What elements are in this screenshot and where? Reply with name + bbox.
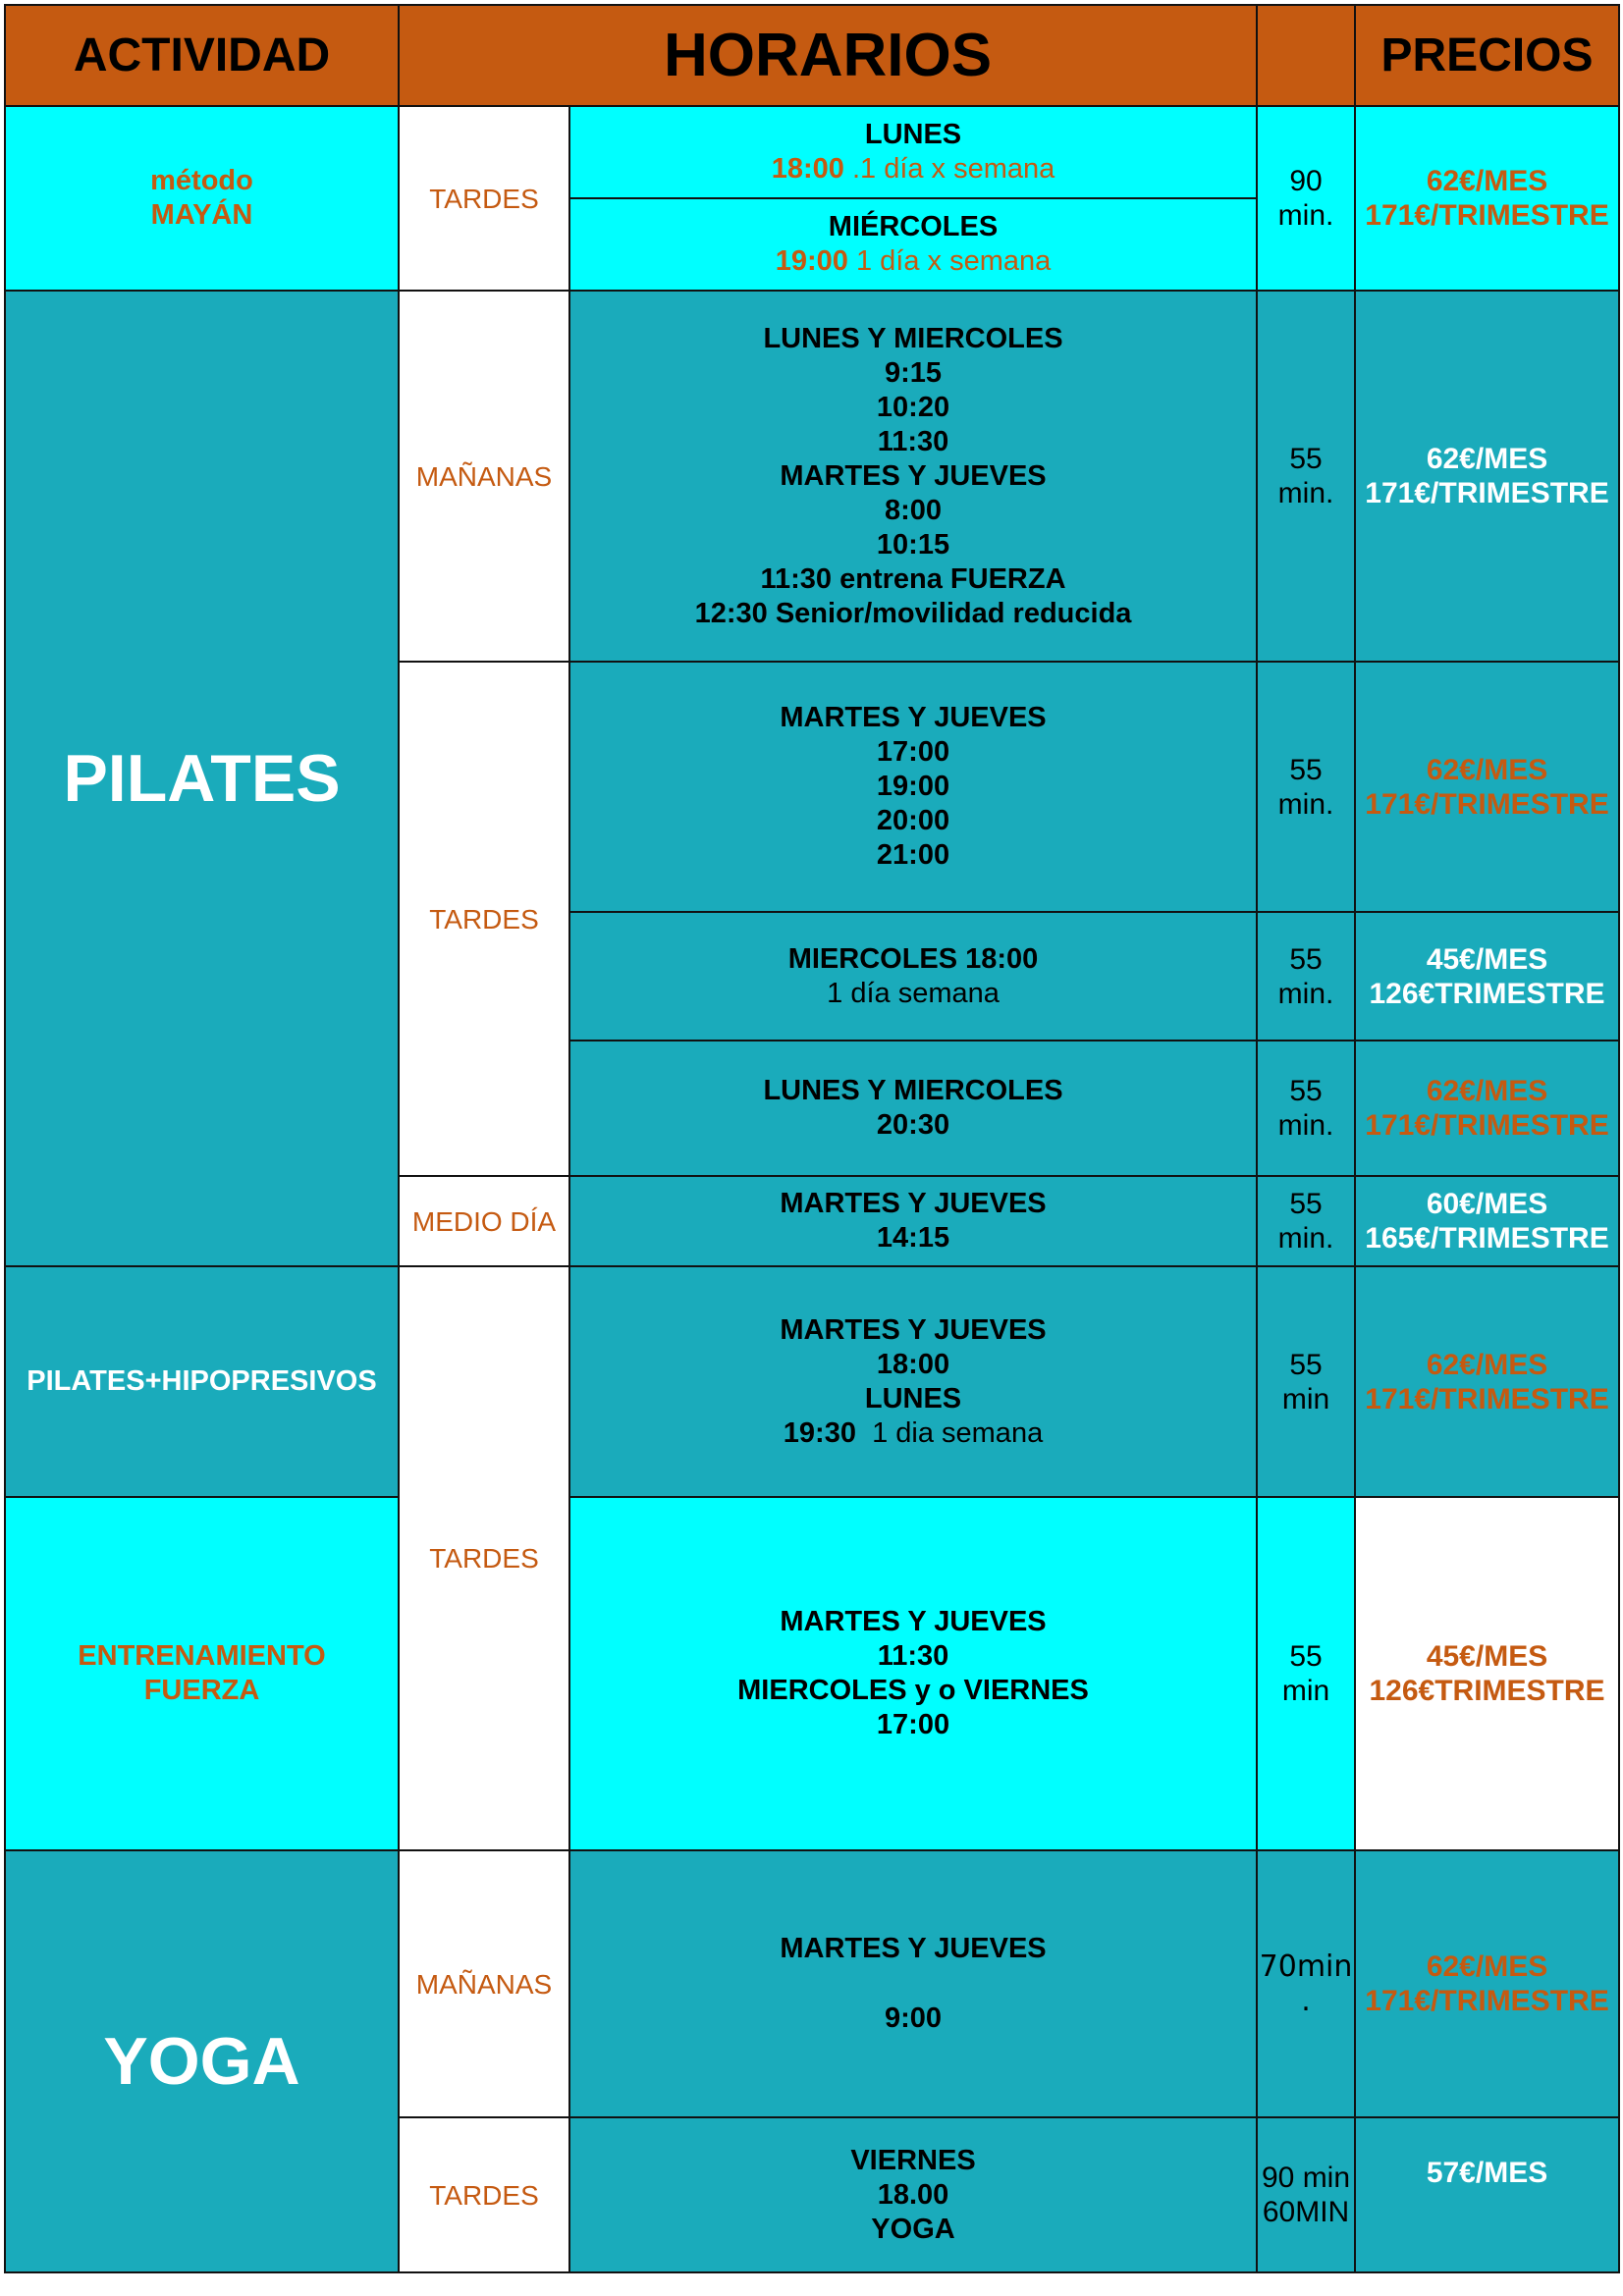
schedule-line: MARTES Y JUEVES [780,1188,1047,1219]
dur-unit: min. [1277,477,1334,509]
mayan-price-1: 62€/MES [1426,165,1548,197]
header-precios: PRECIOS [1355,5,1619,106]
dur-value: 55 [1289,443,1323,475]
dur-unit: min [1281,1382,1330,1415]
schedule-line: 17:00 [876,736,950,768]
pilates-period-medio: MEDIO DÍA [399,1176,569,1266]
fuerza-name-1: ENTRENAMIENTO [78,1640,326,1672]
schedule-line: 21:00 [876,839,950,871]
dur-value: 55 [1289,942,1323,976]
price-quarter: 126€TRIMESTRE [1369,977,1605,1010]
schedule-line: 11:30 [877,1640,949,1672]
yoga-period-mananas: MAÑANAS [399,1850,569,2117]
schedule-line: 20:00 [876,805,950,836]
mayan-slot-2 [569,198,1257,291]
dur-value: 55 [1289,1075,1323,1107]
schedule-line: 1 día semana [827,977,1000,1009]
shared-period-tardes: TARDES [399,1266,569,1850]
hipo-schedule [569,1266,1257,1497]
dur-unit: . [1301,1984,1311,2018]
price-month: 60€/MES [1426,1188,1548,1220]
yoga-tardes-price [1355,2117,1619,2272]
hipo-row [5,1266,1619,1497]
mayan-day-1: LUNES [864,119,962,150]
schedule-line: MARTES Y JUEVES [780,1606,1047,1637]
schedule-line: 18.00 [877,2178,949,2211]
mayan-note-2: 1 día x semana [847,245,1052,277]
yoga-tardes-schedule [569,2117,1257,2272]
price-quarter: 171€/TRIMESTRE [1365,1382,1609,1415]
schedule-line: 9:00 [884,2002,943,2034]
dur-value: 55 [1289,1348,1323,1381]
header-actividad: ACTIVIDAD [5,5,399,106]
hipo-price [1355,1266,1619,1497]
mayan-slot-1 [569,106,1257,198]
dur-unit: min. [1277,787,1334,821]
dur-value: 90 min [1261,2162,1351,2194]
mayan-time-2: 19:00 [775,245,848,277]
price-quarter: 171€/TRIMESTRE [1365,1109,1609,1142]
pilates-mananas-price [1355,291,1619,662]
schedule-line: MARTES Y JUEVES [780,1933,1047,1964]
dur-unit: min [1281,1675,1330,1707]
pilates-row-mananas [5,291,1619,662]
schedule-line: LUNES Y MIERCOLES [763,1075,1063,1106]
mayan-dur-2: min. [1277,199,1334,232]
dur-unit: min. [1277,977,1334,1010]
schedule-line: 9:15 [884,356,943,389]
pilates-period-tardes: TARDES [399,662,569,1176]
pilates-mananas-duration [1257,291,1355,662]
dur-value: 55 [1289,1640,1323,1673]
pilates-medio-duration [1257,1176,1355,1266]
schedule-line: 10:20 [876,391,950,423]
dur-value: 70min [1259,1949,1353,1984]
price-quarter: 126€TRIMESTRE [1369,1675,1605,1707]
price-month: 57€/MES [1426,2157,1548,2189]
yoga-tardes-duration [1257,2117,1355,2272]
hipo-duration [1257,1266,1355,1497]
header-empty [1257,5,1355,106]
mayan-price [1355,106,1619,291]
hipo-activity: PILATES+HIPOPRESIVOS [5,1266,399,1497]
mayan-activity [5,106,399,291]
mayan-dur-1: 90 [1289,165,1323,197]
schedule-time: 19:30 [783,1416,856,1449]
fuerza-row [5,1497,1619,1850]
schedule-table [4,4,1620,2273]
pilates-activity: PILATES [5,291,399,1266]
schedule-line: LUNES [864,1382,962,1415]
schedule-line: 17:00 [876,1709,950,1740]
mayan-row-1 [5,106,1619,198]
dur-value: 55 [1289,753,1323,786]
price-month: 62€/MES [1426,1348,1548,1381]
header-horarios: HORARIOS [399,5,1257,106]
price-month: 62€/MES [1426,443,1548,475]
pilates-mananas-schedule [569,291,1257,662]
pilates-tardes3-duration [1257,1041,1355,1176]
schedule-line: 20:30 [876,1109,950,1141]
yoga-activity: YOGA [5,1850,399,2272]
mayan-name-1: método [150,165,253,196]
schedule-line: MARTES Y JUEVES [780,459,1047,492]
schedule-line: 8:00 [884,494,943,526]
mayan-day-2: MIÉRCOLES [828,211,999,242]
schedule-line: 10:15 [876,528,950,561]
price-month: 62€/MES [1426,1075,1548,1107]
pilates-tardes3-price [1355,1041,1619,1176]
schedule-line: 19:00 [876,771,950,802]
schedule-line: MIERCOLES y o VIERNES [737,1675,1089,1706]
schedule-line: 14:15 [876,1222,950,1254]
yoga-mananas-duration [1257,1850,1355,2117]
pilates-tardes2-schedule [569,912,1257,1041]
mayan-note-1: .1 día x semana [843,153,1055,185]
price-quarter: 171€/TRIMESTRE [1365,787,1609,821]
fuerza-duration [1257,1497,1355,1850]
fuerza-schedule [569,1497,1257,1850]
yoga-mananas-schedule [569,1850,1257,2117]
schedule-line: 18:00 [876,1348,950,1380]
mayan-period: TARDES [399,106,569,291]
dur-unit: min. [1277,1109,1334,1142]
pilates-tardes1-schedule [569,662,1257,912]
mayan-name-2: MAYÁN [150,199,253,231]
pilates-medio-schedule [569,1176,1257,1266]
pilates-tardes1-price [1355,662,1619,912]
price-month: 62€/MES [1426,1950,1548,1983]
fuerza-activity [5,1497,399,1850]
schedule-line: 11:30 entrena FUERZA [760,562,1066,595]
pilates-tardes3-schedule [569,1041,1257,1176]
fuerza-price [1355,1497,1619,1850]
schedule-line: MARTES Y JUEVES [780,1313,1047,1346]
fuerza-name-2: FUERZA [143,1675,260,1706]
schedule-line: 12:30 Senior/movilidad reducida [694,597,1132,629]
price-month: 45€/MES [1426,1640,1548,1673]
schedule-line: MIERCOLES 18:00 [787,942,1039,975]
header-row [5,5,1619,106]
dur-value: 55 [1289,1188,1323,1220]
schedule-line: 11:30 [877,425,949,457]
dur-unit: 60MIN [1262,2196,1350,2228]
pilates-tardes2-duration [1257,912,1355,1041]
schedule-note: 1 dia semana [855,1416,1044,1449]
pilates-tardes1-duration [1257,662,1355,912]
pilates-medio-price [1355,1176,1619,1266]
pilates-tardes2-price [1355,912,1619,1041]
price-quarter: 171€/TRIMESTRE [1365,477,1609,509]
yoga-mananas-price [1355,1850,1619,2117]
yoga-period-tardes: TARDES [399,2117,569,2272]
price-quarter: 171€/TRIMESTRE [1365,1985,1609,2017]
price-quarter: 165€/TRIMESTRE [1365,1222,1609,1255]
dur-unit: min. [1277,1222,1334,1255]
price-month: 62€/MES [1426,753,1548,786]
mayan-time-1: 18:00 [771,153,844,185]
schedule-line: VIERNES [850,2144,976,2176]
schedule-line: YOGA [871,2213,955,2245]
schedule-line: LUNES Y MIERCOLES [763,322,1063,354]
price-month: 45€/MES [1426,942,1548,976]
mayan-price-2: 171€/TRIMESTRE [1365,199,1609,232]
pilates-period-mananas: MAÑANAS [399,291,569,662]
mayan-duration [1257,106,1355,291]
schedule-line: MARTES Y JUEVES [780,702,1047,733]
yoga-row-mananas [5,1850,1619,2117]
